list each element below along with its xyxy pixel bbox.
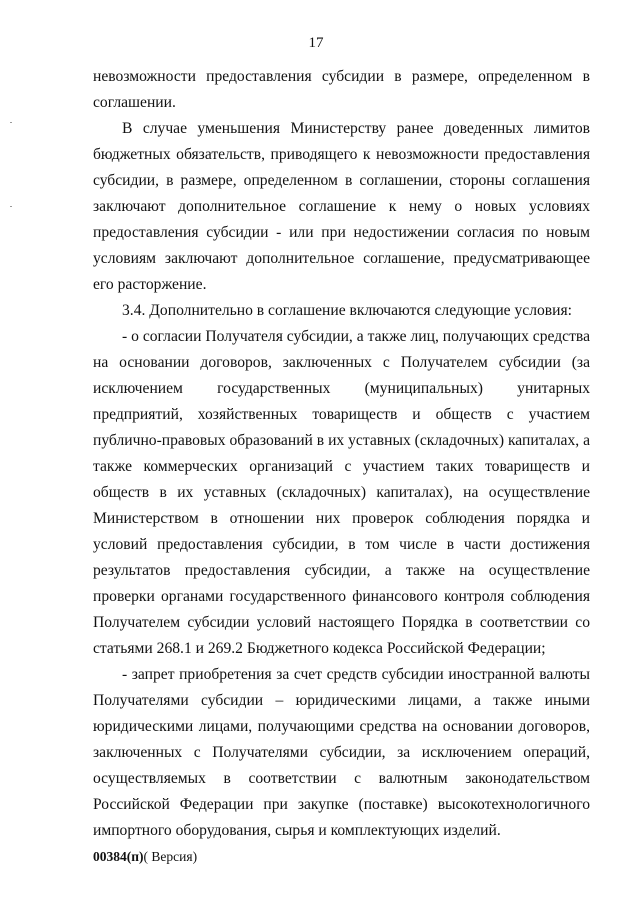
- paragraph-limits-reduction: В случае уменьшения Министерству ранее доведенных лимитов бюджетных обязательств, приводящего к невозможности предоставления субсидии, в размере, определенном в соглашении, стороны соглашения заключают дополнительное соглашение к нему о новых условиях предоставления субсидии - или при недостижении согласия по новым условиям заключают дополнительное соглашение, предусматривающее его расторжение.: [93, 120, 590, 293]
- scan-artifact: [10, 206, 12, 207]
- paragraph-continuation: невозможности предоставления субсидии в размере, определенном в соглашении.: [93, 68, 590, 111]
- body-text: [93, 64, 590, 844]
- document-code: 00384(п): [93, 849, 144, 864]
- scan-artifact: [10, 122, 12, 123]
- document-version: ( Версия): [143, 849, 198, 864]
- document-footer: [93, 849, 197, 865]
- page-number: 17: [308, 35, 324, 51]
- paragraph-currency-prohibition: - запрет приобретения за счет средств субсидии иностранной валюты Получателями субсидии – юридическими лицами, а также иными юридическими лицами, получающими средства на основании договоров, заключенных с Получателями субсидии, за исключением операций, осуществляемых в соответствии с валютным законодательством Российской Федерации при закупке (поставке) высокотехнологичного импортного оборудования, сырья и комплектующих изделий.: [93, 666, 590, 839]
- paragraph-consent-condition: - о согласии Получателя субсидии, а также лиц, получающих средства на основании договоров, заключенных с Получателем субсидии (за исключением государственных (муниципальных) унитарных предприятий, хозяйственных товариществ и обществ с участием публично-правовых образований в их уставных (складочных) капиталах, а также коммерческих организаций с участием таких товариществ и обществ в их уставных (складочных) капиталах), на осуществление Министерством в отношении них проверок соблюдения порядка и условий предоставления субсидии, в том числе в части достижения результатов предоставления субсидии, а также на осуществление проверки органами государственного финансового контроля соблюдения Получателем субсидии условий настоящего Порядка в соответствии со статьями 268.1 и 269.2 Бюджетного кодекса Российской Федерации;: [93, 328, 590, 657]
- paragraph-clause-3-4: 3.4. Дополнительно в соглашение включаются следующие условия:: [122, 302, 572, 319]
